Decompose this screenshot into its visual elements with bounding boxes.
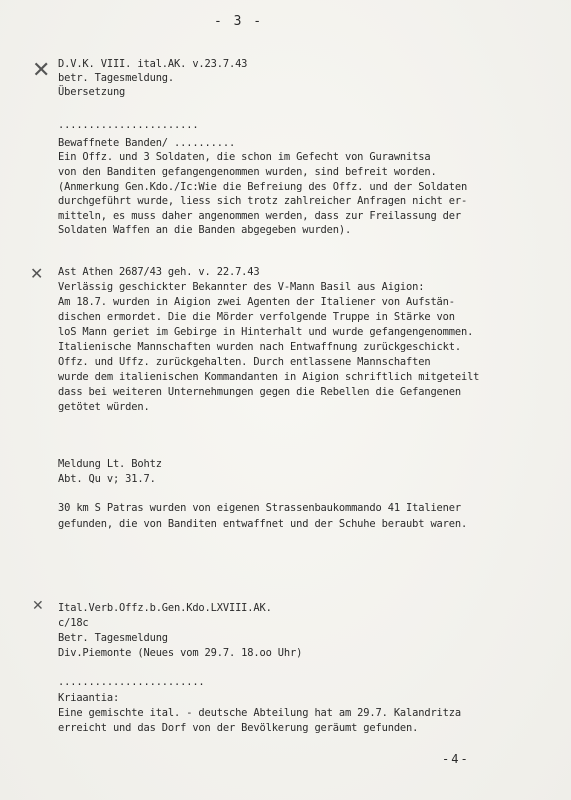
section1-translation-label: Übersetzung <box>58 86 126 98</box>
section3-line: 30 km S Patras wurden von eigenen Strassenbaukommando 41 Italiener <box>58 502 461 514</box>
section1-dot-leader: ....................... <box>58 119 199 131</box>
section4-line: erreicht und das Dorf von der Bevölkerung geräumt gefunden. <box>58 722 419 734</box>
section3-sub-reference: Abt. Qu v; 31.7. <box>58 473 156 485</box>
section1-line: Ein Offz. und 3 Soldaten, die schon im Gefecht von Gurawnitsa <box>58 151 431 163</box>
next-page-marker: -4- <box>442 752 470 766</box>
section1-line: Soldaten Waffen an die Banden abgegeben wurden). <box>58 224 352 236</box>
section1-line: mitteln, es muss daher angenommen werden, dass zur Freilassung der <box>58 210 461 222</box>
section3-reference: Meldung Lt. Bohtz <box>58 458 162 470</box>
section2-line: Verlässig geschickter Bekannter des V-Mann Basil aus Aigion: <box>58 281 425 293</box>
page-number: - 3 - <box>214 14 264 29</box>
section1-line: durchgeführt wurde, liess sich trotz zahlreicher Anfragen nicht er- <box>58 195 468 207</box>
section2-line: loS Mann geriet im Gebirge in Hinterhalt und wurde gefangengenommen. <box>58 326 474 338</box>
margin-cross-mark: ✕ <box>30 264 44 283</box>
section1-heading: Bewaffnete Banden/ .......... <box>58 137 236 149</box>
section2-reference: Ast Athen 2687/43 geh. v. 22.7.43 <box>58 266 260 278</box>
section4-subject: Betr. Tagesmeldung <box>58 632 168 644</box>
section2-line: wurde dem italienischen Kommandanten in Aigion schriftlich mitgeteilt <box>58 371 480 383</box>
section2-line: dass bei weiteren Unternehmungen gegen die Rebellen die Gefangenen <box>58 386 461 398</box>
section4-reference: Ital.Verb.Offz.b.Gen.Kdo.LXVIII.AK. <box>58 602 272 614</box>
section1-line: von den Banditen gefangengenommen wurden, sind befreit worden. <box>58 166 437 178</box>
section3-line: gefunden, die von Banditen entwaffnet und der Schuhe beraubt waren. <box>58 518 468 530</box>
section1-subject: betr. Tagesmeldung. <box>58 72 175 84</box>
section2-line: dischen ermordet. Die die Mörder verfolgende Truppe in Stärke von <box>58 311 455 323</box>
margin-cross-mark: ✕ <box>32 598 44 614</box>
section1-reference: D.V.K. VIII. ital.AK. v.23.7.43 <box>58 58 248 70</box>
section4-line: Eine gemischte ital. - deutsche Abteilung hat am 29.7. Kalandritza <box>58 707 461 719</box>
section4-place: Kriaantia: <box>58 692 120 704</box>
section2-line: getötet würden. <box>58 401 150 413</box>
margin-cross-mark: ✕ <box>32 58 51 83</box>
section2-line: Italienische Mannschaften wurden nach Entwaffnung zurückgeschickt. <box>58 341 461 353</box>
section2-line: Offz. und Uffz. zurückgehalten. Durch entlassene Mannschaften <box>58 356 431 368</box>
section1-line: (Anmerkung Gen.Kdo./Ic:Wie die Befreiung des Offz. und der Soldaten <box>58 181 468 193</box>
section4-number: c/18c <box>58 617 89 629</box>
section2-line: Am 18.7. wurden in Aigion zwei Agenten der Italiener von Aufstän- <box>58 296 455 308</box>
section4-dot-leader: ........................ <box>58 676 205 688</box>
section4-division: Div.Piemonte (Neues vom 29.7. 18.oo Uhr) <box>58 647 303 659</box>
